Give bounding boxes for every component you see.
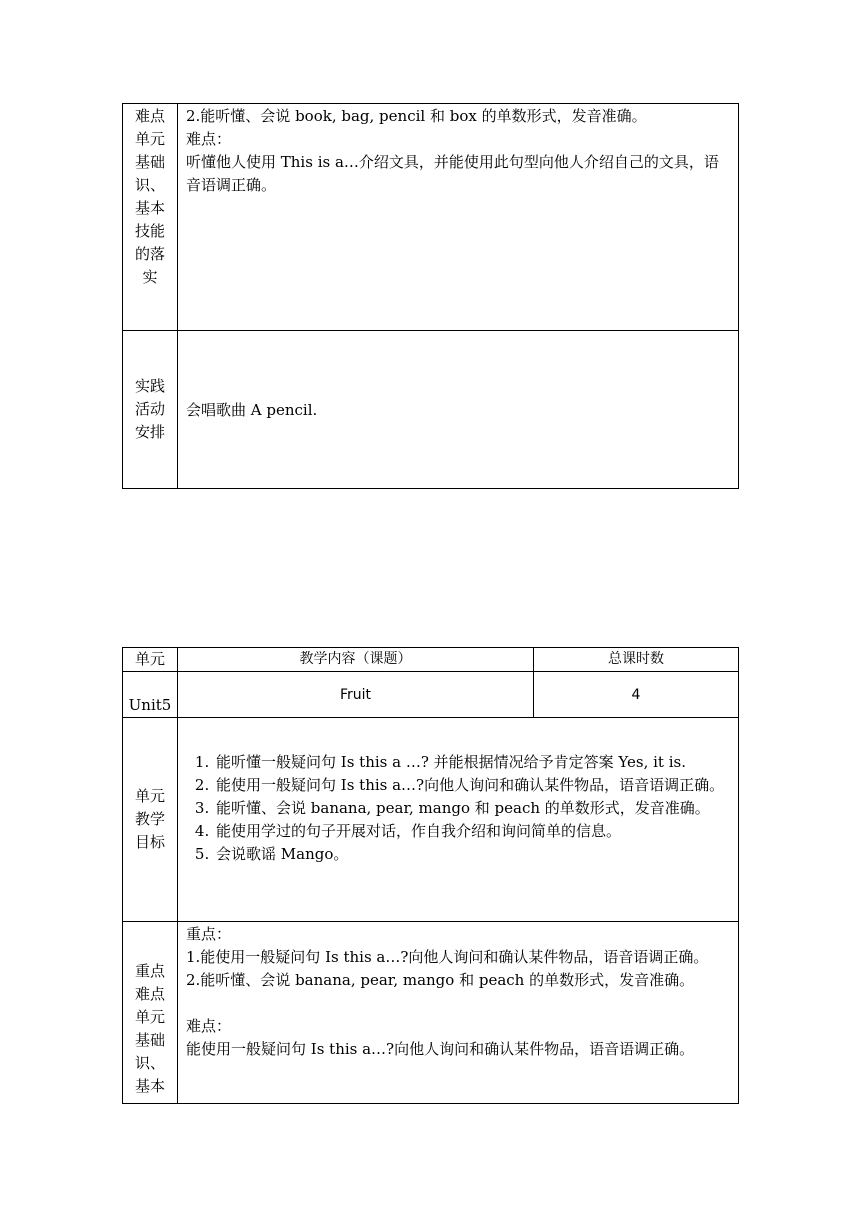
goals-content: [178, 718, 739, 922]
list-item: 2. 能使用一般疑问句 Is this a…?向他人询问和确认某件物品，语音语调正确。: [214, 774, 732, 797]
header-unit: 单元: [123, 648, 178, 672]
row-label-difficulty: 难点 单元 基础 识、 基本 技能 的落 实: [123, 104, 178, 331]
table-header-row: [123, 648, 739, 672]
topic-cell: Fruit: [178, 672, 534, 718]
unit-cell: Unit5: [123, 672, 178, 718]
table-row: [123, 922, 739, 1104]
table-1: [122, 103, 739, 489]
header-hours: 总课时数: [534, 648, 739, 672]
text-line: 1.能使用一般疑问句 Is this a…?向他人询问和确认某件物品，语音语调正确。: [186, 948, 709, 966]
hours-cell: 4: [534, 672, 739, 718]
practice-content: 会唱歌曲 A pencil.: [178, 331, 739, 489]
text-line: 难点：: [186, 130, 232, 148]
table-row: [123, 718, 739, 922]
text-line: 2.能听懂、会说 banana, pear, mango 和 peach 的单数形式，发音准确。: [186, 971, 695, 989]
text-line: 难点：: [186, 1017, 232, 1035]
text-line: 重点：: [186, 925, 232, 943]
header-topic: 教学内容（课题）: [178, 648, 534, 672]
key-content: [178, 922, 739, 1104]
goals-list: [186, 751, 732, 866]
difficulty-content: [178, 104, 739, 331]
text-line: 听懂他人使用 This is a…介绍文具，并能使用此句型向他人介绍自己的文具，语音语调正确。: [186, 153, 719, 194]
table-row: [123, 672, 739, 718]
text-line: 2.能听懂、会说 book, bag, pencil 和 box 的单数形式，发音准确。: [186, 107, 647, 125]
list-item: 3. 能听懂、会说 banana, pear, mango 和 peach 的单数形式，发音准确。: [214, 797, 732, 820]
row-label-key: 重点 难点 单元 基础 识、 基本: [123, 922, 178, 1104]
list-item: 1. 能听懂一般疑问句 Is this a …? 并能根据情况给予肯定答案 Yes, it is.: [214, 751, 732, 774]
table-2: [122, 647, 739, 1104]
text-line: 能使用一般疑问句 Is this a…?向他人询问和确认某件物品，语音语调正确。: [186, 1040, 695, 1058]
table-row: [123, 104, 739, 331]
table-row: [123, 331, 739, 489]
row-label-goals: 单元 教学 目标: [123, 718, 178, 922]
row-label-practice: 实践 活动 安排: [123, 331, 178, 489]
list-item: 4. 能使用学过的句子开展对话，作自我介绍和询问简单的信息。: [214, 820, 732, 843]
list-item: 5. 会说歌谣 Mango。: [214, 843, 732, 866]
